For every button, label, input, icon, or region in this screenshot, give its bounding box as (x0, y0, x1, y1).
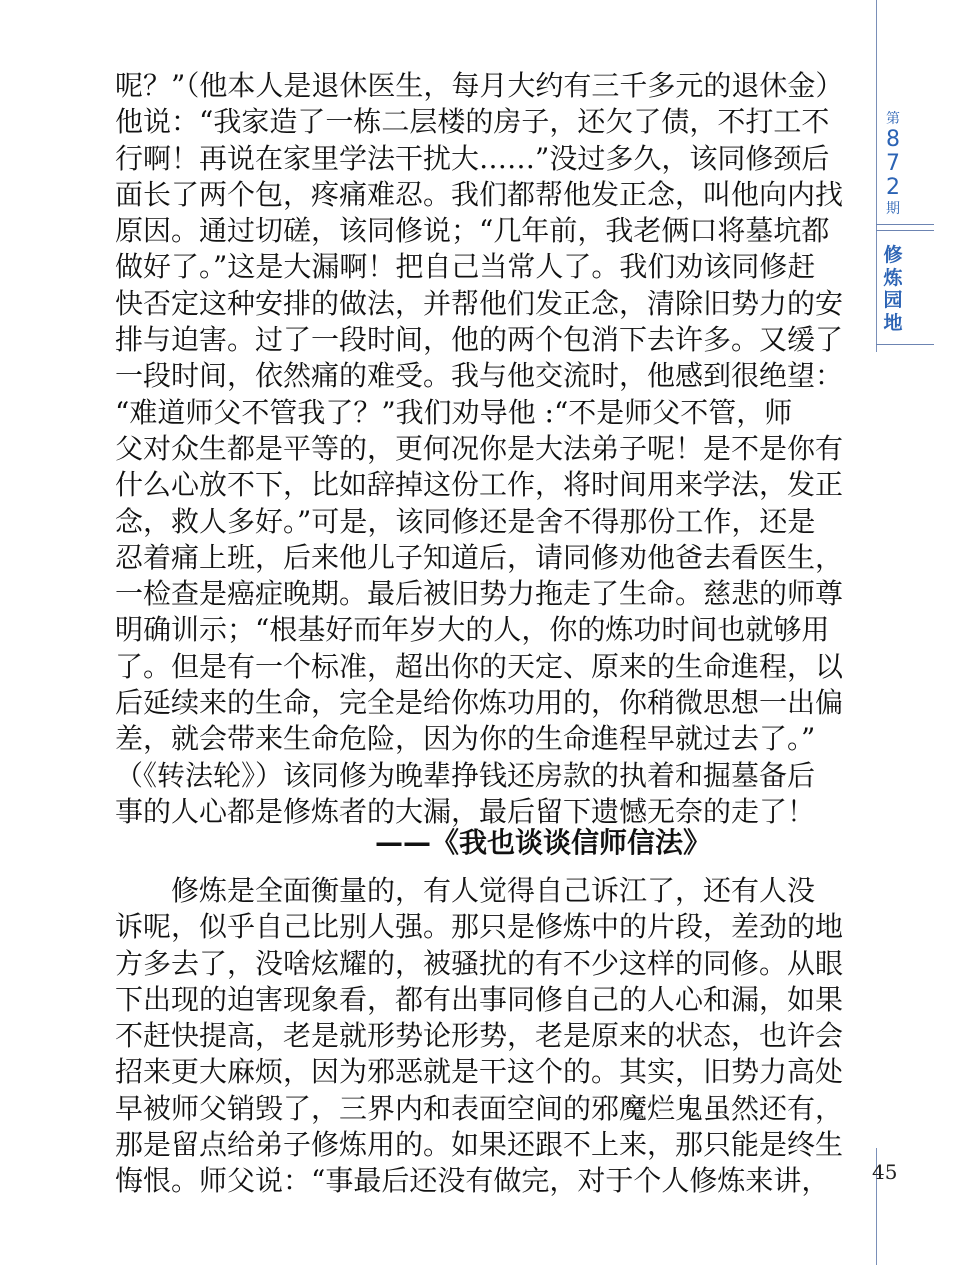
issue-prefix: 第 (886, 111, 900, 127)
issue-number (878, 110, 908, 218)
section-char: 园 (883, 289, 903, 311)
sidebar-rule-top (876, 0, 877, 352)
section-title (878, 244, 908, 334)
issue-digit: 8 (886, 127, 900, 152)
issue-digit: 7 (886, 151, 900, 176)
body-paragraph-2 (115, 873, 867, 1200)
sidebar-divider (876, 230, 934, 231)
paragraph-text: 呢？”（他本人是退休医生，每月大约有三千多元的退休金） 他说：“我家造了一栋二层楼的房子，还欠了债，不打工不 行啊！再说在家里学法干扰大……”没过多久，该同修颈后 面长了两个包，疼痛难忍。我们都帮他发正念，叫他向内找 原因。通过切磋，该同修说；“几年前，我老俩口将墓坑都 做好了。”这是大漏啊！把自己当常人了。我们劝该同修赶 快否定这种安排的做法，并帮他们发正念，清除旧势力的安 排与迫害。过了一段时间，他的两个包消下去许多。又缓了 一段时间，依然痛的难受。我与他交流时，他感到很绝望： “难道师父不管我了？”我们劝导他 :“不是师父不管，师 父对众生都是平等的，更何况你是大法弟子呢！是不是你有 什么心放不下，比如辞掉这份工作，将时间用来学法，发正 念，救人多好。”可是，该同修还是舍不得那份工作，还是 忍着痛上班，后来他儿子知道后，请同修劝他爸去看医生， 一检查是癌症晚期。最后被旧势力拖走了生命。慈悲的师尊 明确训示；“根基好而年岁大的人，你的炼功时间也就够用 了。但是有一个标准，超出你的天定、原来的生命進程，以 后延续来的生命，完全是给你炼功用的，你稍微思想一出偏 差，就会带来生命危险，因为你的生命進程早就过去了。” （《转法轮》）该同修为晚辈挣钱还房款的执着和掘墓备后 事的人心都是修炼者的大漏，最后留下遗憾无奈的走了！ (115, 69, 844, 828)
section-char: 地 (883, 311, 903, 334)
sidebar-divider (876, 344, 934, 345)
issue-digit: 2 (886, 175, 900, 200)
page-number: 45 (872, 1160, 898, 1184)
issue-suffix: 期 (886, 201, 900, 217)
sidebar-divider (876, 224, 934, 225)
source-citation: ——《我也谈谈信师信法》 (375, 826, 712, 859)
paragraph-text: 修炼是全面衡量的，有人觉得自己诉江了，还有人没 诉呢，似乎自己比别人强。那只是修炼中的片段，差劲的地 方多去了，没啥炫耀的，被骚扰的有不少这样的同修。从眼 下出现的迫害现象看，都有出事同修自己的人心和漏，如果 不赶快提高，老是就形势论形势，老是原来的状态，也许会 招来更大麻烦，因为邪恶就是干这个的。其实，旧势力高处 早被师父销毁了，三界内和表面空间的邪魔烂鬼虽然还有， 那是留点给弟子修炼用的。如果还跟不上来，那只能是终生 悔恨。师父说：“事最后还没有做完，对于个人修炼来讲， (115, 874, 844, 1198)
section-char: 修 (883, 244, 903, 266)
body-paragraph-1 (115, 68, 867, 830)
section-char: 炼 (883, 266, 903, 289)
